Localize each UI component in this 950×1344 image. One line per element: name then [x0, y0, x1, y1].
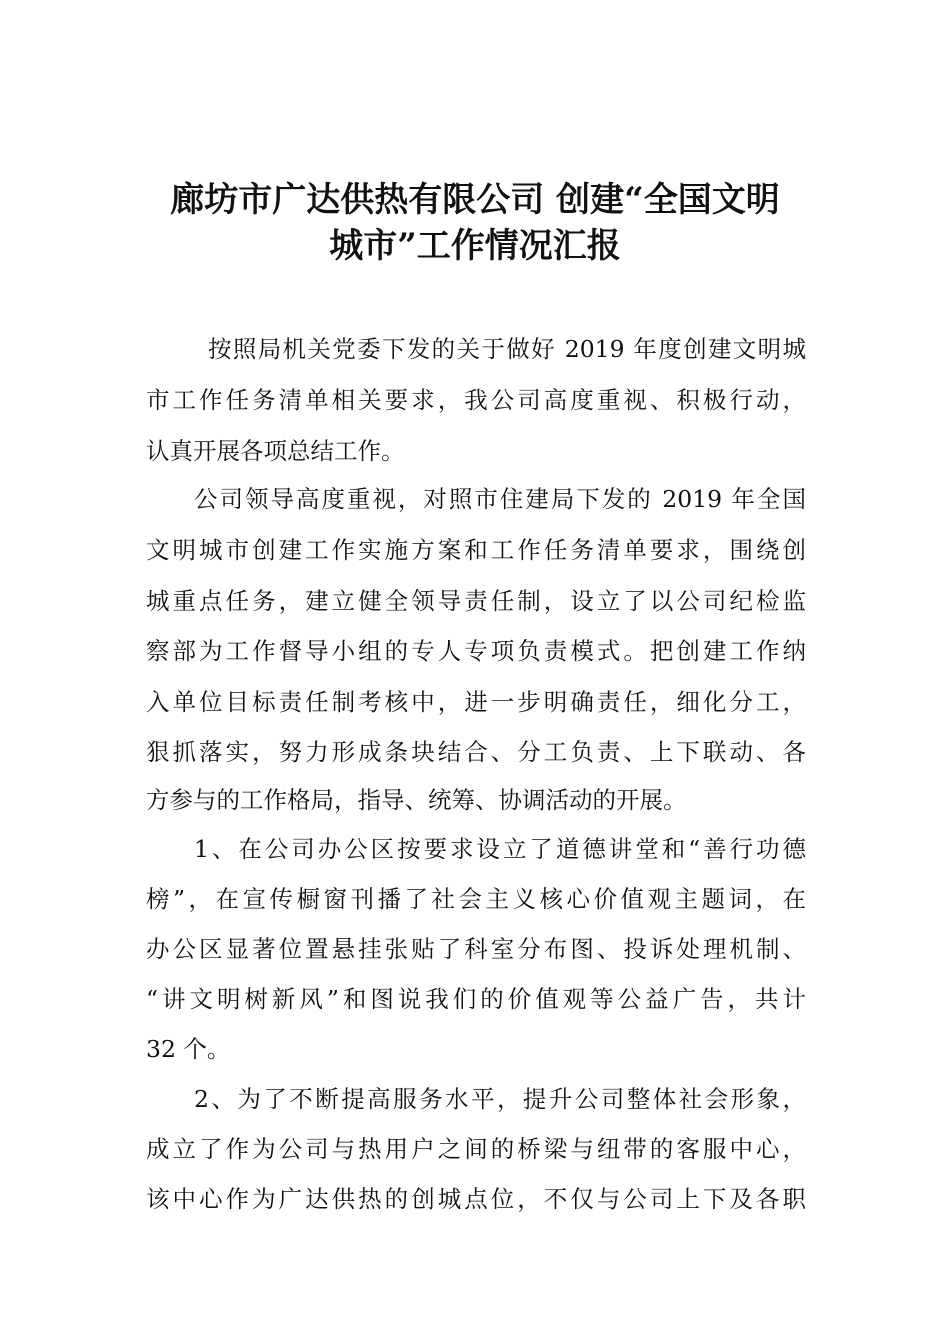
paragraph-3-line-2: 榜”，在宣传橱窗刊播了社会主义核心价值观主题词，在	[146, 885, 806, 913]
document-title-line-2: 城市”工作情况汇报	[329, 226, 621, 266]
paragraph-2-line-1: 公司领导高度重视，对照市住建局下发的 2019 年全国	[194, 485, 806, 513]
paragraph-2-line-6: 狠抓落实，努力形成条块结合、分工负责、上下联动、各	[146, 738, 806, 766]
paragraph-1-line-1: 按照局机关党委下发的关于做好 2019 年度创建文明城	[208, 335, 806, 363]
paragraph-4-line-3: 该中心作为广达供热的创城点位，不仅与公司上下及各职	[146, 1185, 806, 1213]
paragraph-4-line-1: 2、为了不断提高服务水平，提升公司整体社会形象，	[194, 1085, 806, 1113]
paragraph-2-line-7: 方参与的工作格局，指导、统筹、协调活动的开展。	[146, 786, 687, 814]
paragraph-3-line-4: “讲文明树新风”和图说我们的价值观等公益广告，共计	[146, 985, 806, 1013]
paragraph-2-line-3: 城重点任务，建立健全领导责任制，设立了以公司纪检监	[146, 587, 806, 615]
paragraph-3-line-3: 办公区显著位置悬挂张贴了科室分布图、投诉处理机制、	[146, 935, 806, 963]
paragraph-4-line-2: 成立了作为公司与热用户之间的桥梁与纽带的客服中心，	[146, 1135, 806, 1163]
paragraph-2-line-2: 文明城市创建工作实施方案和工作任务清单要求，围绕创	[146, 536, 806, 564]
paragraph-2-line-5: 入单位目标责任制考核中，进一步明确责任，细化分工，	[146, 688, 806, 716]
paragraph-2-line-4: 察部为工作督导小组的专人专项负责模式。把创建工作纳	[146, 637, 806, 665]
paragraph-3-line-1: 1、在公司办公区按要求设立了道德讲堂和“善行功德	[194, 835, 806, 863]
paragraph-1-line-3: 认真开展各项总结工作。	[146, 437, 405, 465]
paragraph-3-line-5: 32 个。	[146, 1035, 231, 1063]
document-title-line-1: 廊坊市广达供热有限公司 创建“全国文明	[170, 180, 780, 220]
paragraph-1-line-2: 市工作任务清单相关要求，我公司高度重视、积极行动，	[146, 386, 806, 414]
